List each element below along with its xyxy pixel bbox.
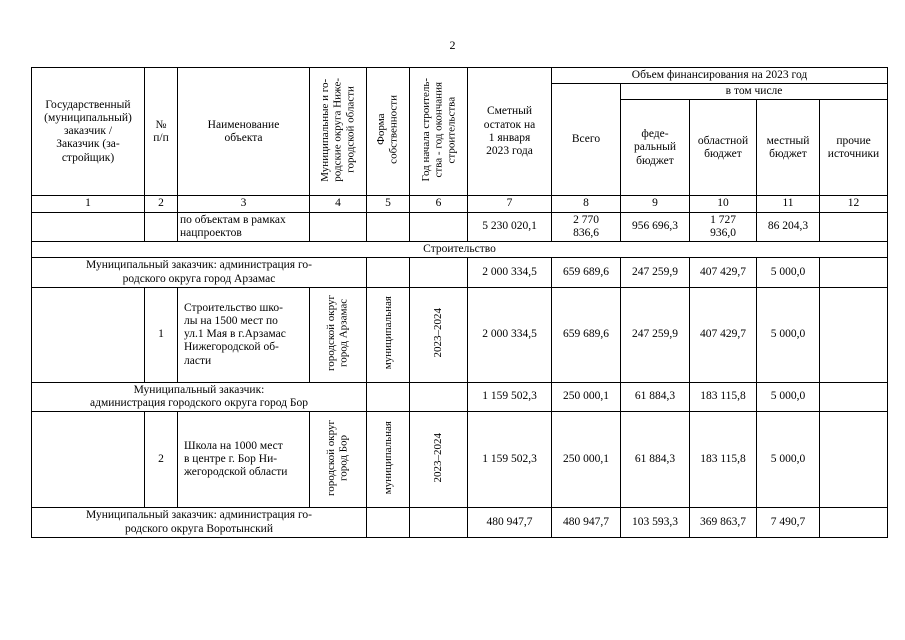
financing-table	[31, 67, 888, 538]
cell-total: 659 689,6	[552, 287, 621, 382]
cell-local: 5 000,0	[757, 287, 820, 382]
cell-other	[820, 212, 888, 241]
header-financing: Объем финансирования на 2023 год	[552, 68, 888, 84]
header-num: № п/п	[145, 68, 178, 196]
cell-other	[820, 258, 888, 287]
col-num: 4	[310, 196, 367, 212]
cell-balance: 2 000 334,5	[468, 287, 552, 382]
cell-total: 480 947,7	[552, 508, 621, 538]
cell-total: 250 000,1	[552, 382, 621, 411]
cell-federal: 956 696,3	[621, 212, 690, 241]
customer-label: Муниципальный заказчик: администрация городского округа город Бор	[32, 382, 367, 411]
cell-local: 5 000,0	[757, 258, 820, 287]
table-row	[32, 212, 888, 241]
cell-federal: 247 259,9	[621, 287, 690, 382]
col-num: 5	[367, 196, 410, 212]
cell-balance: 1 159 502,3	[468, 382, 552, 411]
header-ownership: Форма собственности	[367, 68, 410, 196]
cell-regional: 183 115,8	[690, 382, 757, 411]
cell-other	[820, 287, 888, 382]
header-including: в том числе	[621, 84, 888, 100]
cell-ownership: муниципальная	[367, 287, 410, 382]
cell-regional: 407 429,7	[690, 258, 757, 287]
cell-total: 2 770 836,6	[552, 212, 621, 241]
cell-other	[820, 382, 888, 411]
column-numbers-row	[32, 196, 888, 212]
header-local: местный бюджет	[757, 100, 820, 196]
cell-regional: 1 727 936,0	[690, 212, 757, 241]
cell-regional: 407 429,7	[690, 287, 757, 382]
page-number: 2	[449, 38, 456, 52]
cell-other	[820, 508, 888, 538]
cell-ownership: муниципальная	[367, 412, 410, 508]
col-num: 12	[820, 196, 888, 212]
cell-federal: 61 884,3	[621, 412, 690, 508]
col-num: 7	[468, 196, 552, 212]
col-num: 2	[145, 196, 178, 212]
col-num: 9	[621, 196, 690, 212]
cell-num: 1	[145, 287, 178, 382]
object-name: Школа на 1000 мест в центре г. Бор Ни- жегородской области	[178, 412, 310, 508]
cell-total: 659 689,6	[552, 258, 621, 287]
header-object-name: Наименование объекта	[178, 68, 310, 196]
col-num: 6	[410, 196, 468, 212]
col-num: 1	[32, 196, 145, 212]
customer-label: Муниципальный заказчик: администрация го- родского округа Воротынский	[32, 508, 367, 538]
col-num: 3	[178, 196, 310, 212]
cell-federal: 247 259,9	[621, 258, 690, 287]
table-row	[32, 412, 888, 508]
cell-balance: 1 159 502,3	[468, 412, 552, 508]
cell-regional: 183 115,8	[690, 412, 757, 508]
cell-municipality: городской округ город Арзамас	[310, 287, 367, 382]
object-name: Строительство шко- лы на 1500 мест по ул.1 Мая в г.Арзамас Нижегородской об- ласти	[178, 287, 310, 382]
cell-regional: 369 863,7	[690, 508, 757, 538]
row-label: по объектам в рамках нацпроектов	[178, 212, 310, 241]
customer-label: Муниципальный заказчик: администрация го- родского округа город Арзамас	[32, 258, 367, 287]
cell-balance: 480 947,7	[468, 508, 552, 538]
section-row	[32, 242, 888, 258]
cell-balance: 5 230 020,1	[468, 212, 552, 241]
cell-local: 86 204,3	[757, 212, 820, 241]
cell-other	[820, 412, 888, 508]
header-customer: Государственный (муниципальный) заказчик / Заказчик (за- стройщик)	[32, 68, 145, 196]
cell-total: 250 000,1	[552, 412, 621, 508]
header-years: Год начала строитель- ства - год окончания строительства	[410, 68, 468, 196]
table-row	[32, 287, 888, 382]
cell-balance: 2 000 334,5	[468, 258, 552, 287]
col-num: 11	[757, 196, 820, 212]
cell-municipality: городской округ город Бор	[310, 412, 367, 508]
header-municipality: Муниципальные и го- родские округа Ниже- городской области	[310, 68, 367, 196]
cell-local: 7 490,7	[757, 508, 820, 538]
cell-federal: 103 593,3	[621, 508, 690, 538]
table-row	[32, 258, 888, 287]
col-num: 10	[690, 196, 757, 212]
cell-federal: 61 884,3	[621, 382, 690, 411]
cell-years: 2023–2024	[410, 412, 468, 508]
header-other: прочие источники	[820, 100, 888, 196]
col-num: 8	[552, 196, 621, 212]
header-federal: феде- ральный бюджет	[621, 100, 690, 196]
cell-years: 2023–2024	[410, 287, 468, 382]
cell-local: 5 000,0	[757, 412, 820, 508]
header-regional: областной бюджет	[690, 100, 757, 196]
section-title: Строительство	[32, 242, 888, 258]
table-row	[32, 508, 888, 538]
header-total: Всего	[552, 84, 621, 196]
table-row	[32, 382, 888, 411]
cell-num: 2	[145, 412, 178, 508]
cell-local: 5 000,0	[757, 382, 820, 411]
header-balance: Сметный остаток на 1 января 2023 года	[468, 68, 552, 196]
